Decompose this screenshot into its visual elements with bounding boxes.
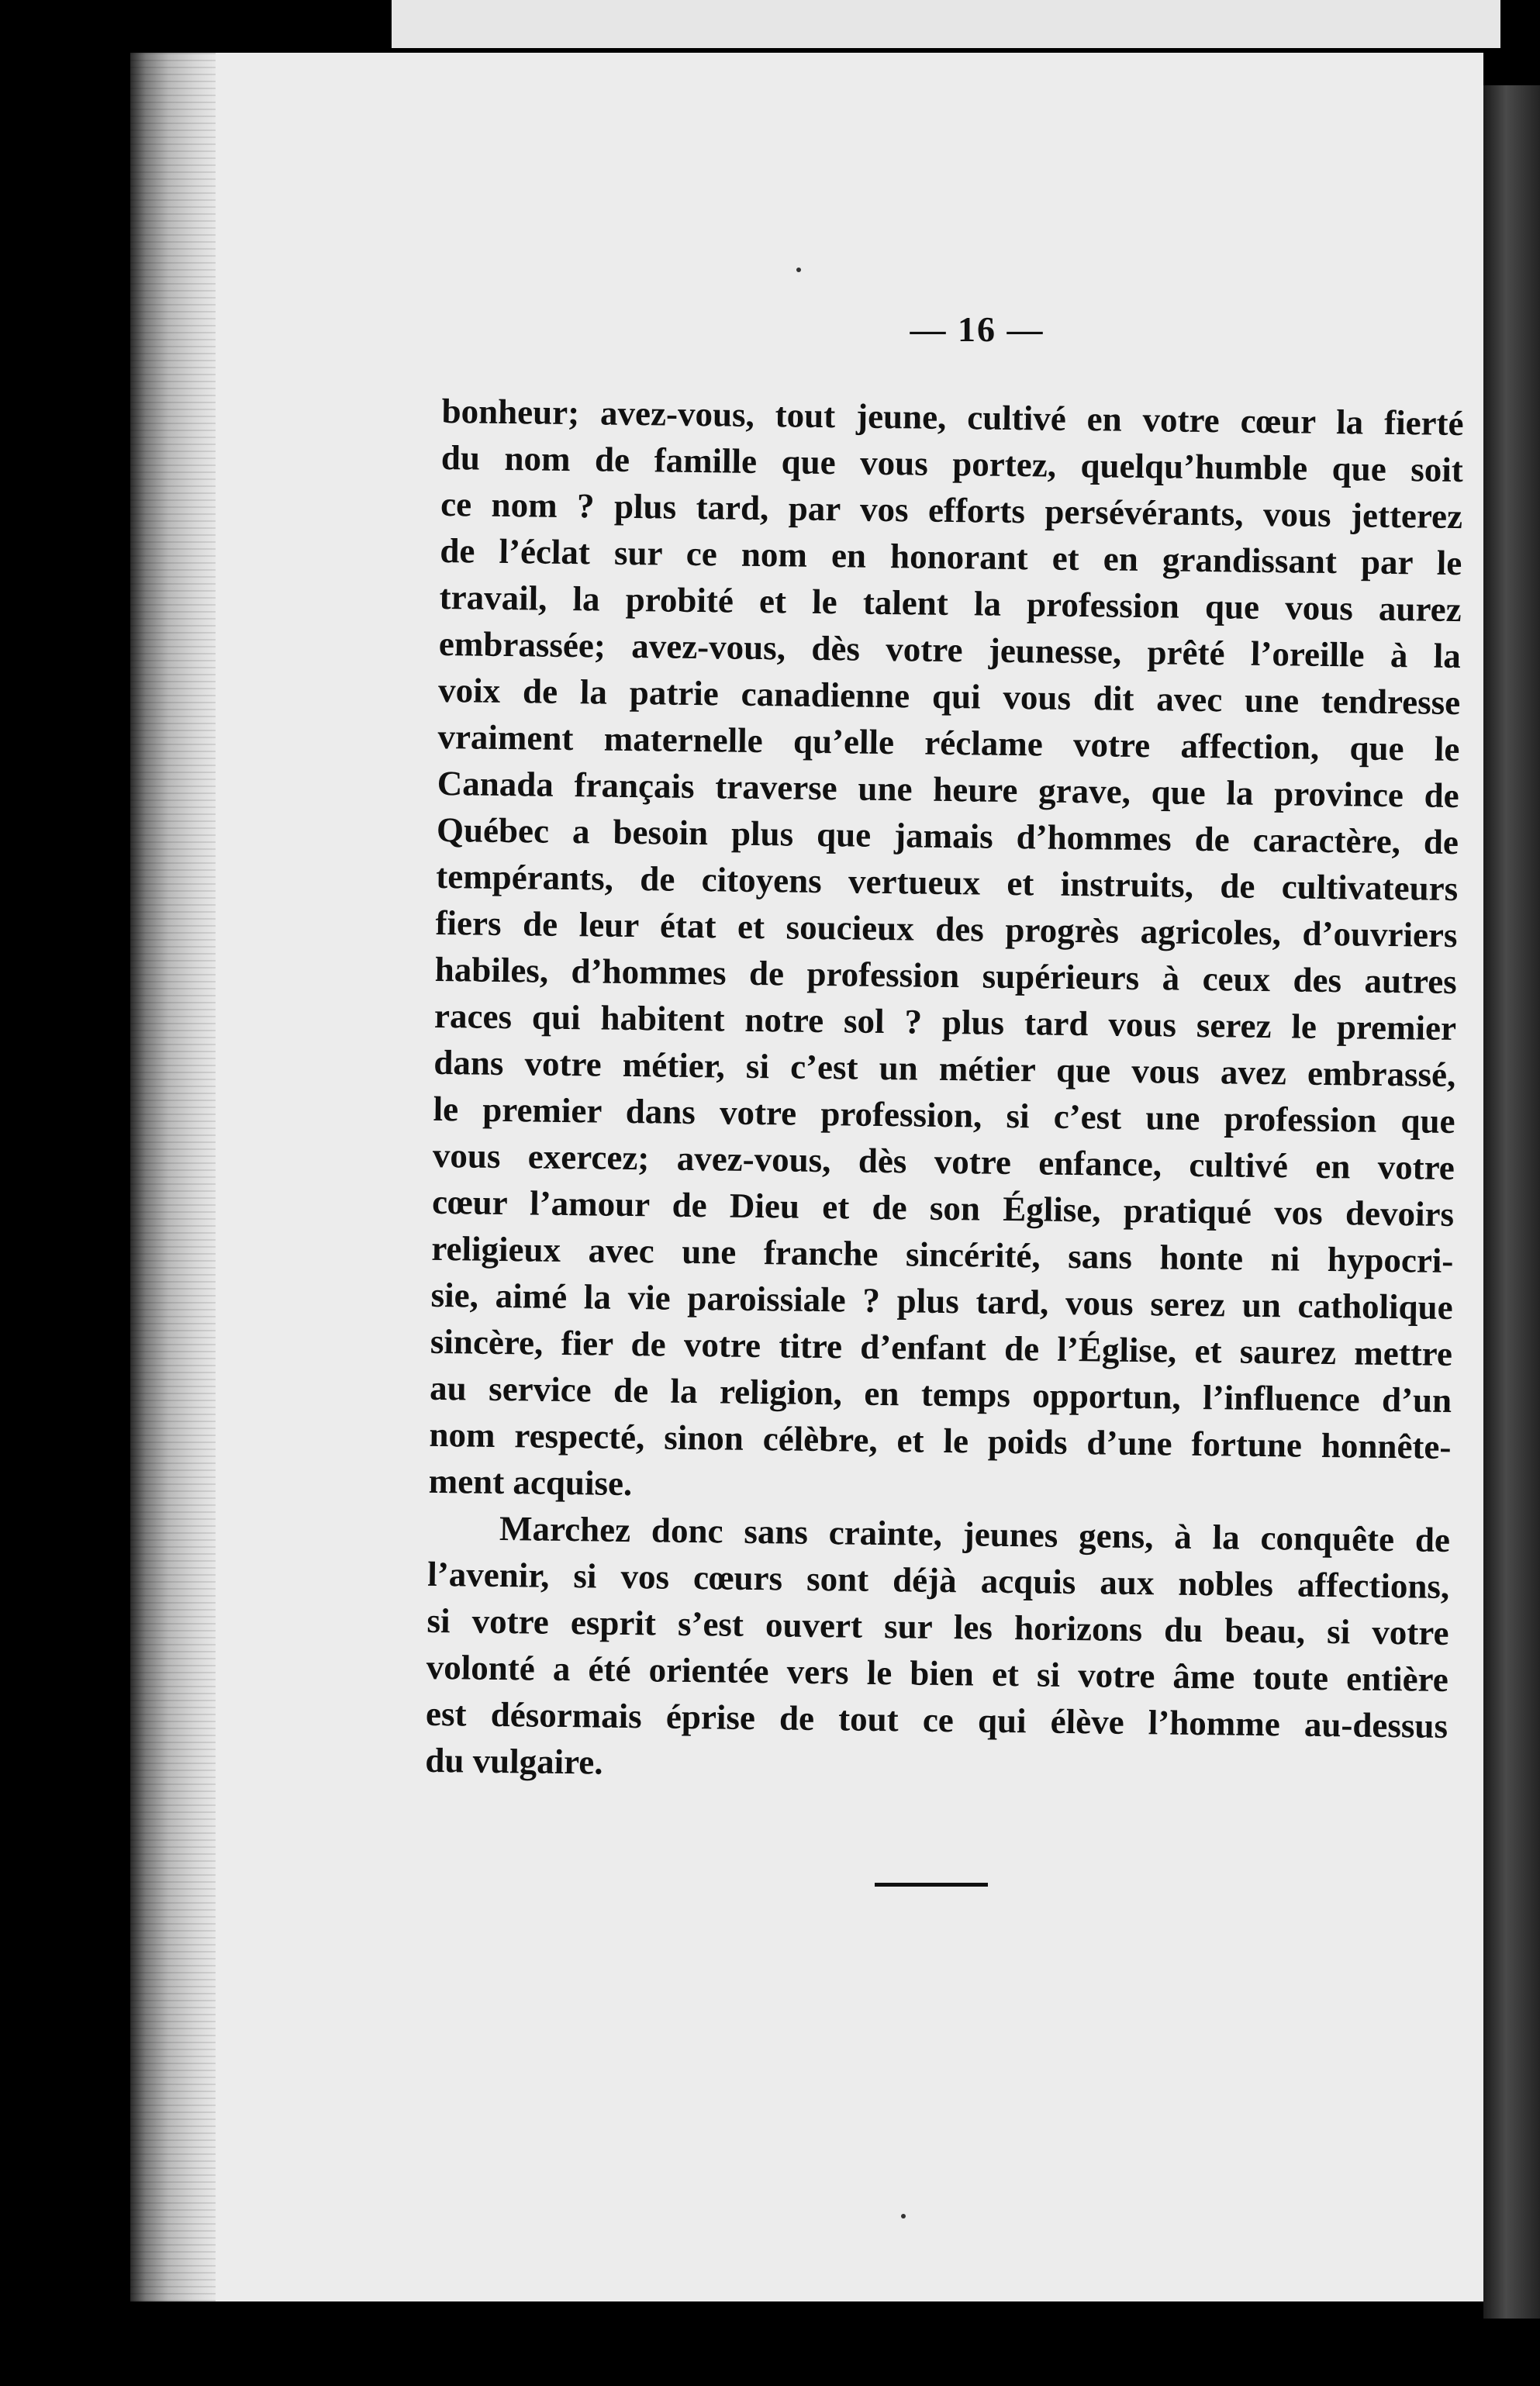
- text-line: Marchez donc sans crainte, jeunes gens, à la conquête de: [499, 1509, 1451, 1559]
- text-line: volonté a été orientée vers le bien et si votre âme toute entière: [426, 1647, 1449, 1699]
- text-line: du nom de famille que vous portez, quelqu’humble que soit: [440, 437, 1464, 490]
- page-number: — 16 —: [910, 309, 1045, 349]
- body-text: [425, 388, 1464, 1796]
- text-line: vous exercez; avez-vous, dès votre enfance, cultivé en votre: [432, 1135, 1455, 1188]
- text-line: fiers de leur état et soucieux des progrès agricoles, d’ouvriers: [435, 903, 1458, 955]
- backing-sheet: [392, 0, 1500, 48]
- text-line: voix de la patrie canadienne qui vous dit avec une tendresse: [437, 670, 1461, 723]
- adjacent-page-edge: [1483, 85, 1540, 2319]
- text-line: embrassée; avez-vous, dès votre jeunesse, prêté l’oreille à la: [438, 623, 1462, 676]
- text-line: dans votre métier, si c’est un métier que vous avez embrassé,: [433, 1042, 1456, 1095]
- page-gutter: [130, 53, 216, 2301]
- text-line: races qui habitent notre sol ? plus tard vous serez le premier: [433, 996, 1457, 1048]
- text-line: si votre esprit s’est ouvert sur les horizons du beau, si votre: [426, 1600, 1449, 1652]
- text-line: tempérants, de citoyens vertueux et instruits, de cultivateurs: [435, 856, 1459, 909]
- text-line: est désormais éprise de tout ce qui élève l’homme au-dessus: [425, 1694, 1448, 1745]
- text-line: ce nom ? plus tard, par vos efforts persévérants, vous jetterez: [440, 484, 1463, 537]
- text-line: habiles, d’hommes de profession supérieurs à ceux des autres: [434, 949, 1458, 1002]
- text-line: Québec a besoin plus que jamais d’hommes de caractère, de: [436, 810, 1459, 862]
- text-line: du vulgaire.: [425, 1740, 603, 1782]
- paragraph: [428, 388, 1463, 1517]
- text-line: l’avenir, si vos cœurs sont déjà acquis aux nobles affections,: [427, 1554, 1450, 1606]
- text-line: ment acquise.: [428, 1461, 633, 1504]
- text-line: sie, aimé la vie paroissiale ? plus tard, vous serez un catholique: [430, 1275, 1453, 1328]
- scan-speck: [796, 268, 801, 272]
- text-line: au service de la religion, en temps opportun, l’influence d’un: [429, 1368, 1452, 1421]
- scan-speck: [901, 2214, 906, 2219]
- text-line: de l’éclat sur ce nom en honorant et en grandissant par le: [440, 530, 1462, 583]
- text-line: le premier dans votre profession, si c’est une profession que: [433, 1089, 1455, 1141]
- text-line: Canada français traverse une heure grave, que la province de: [437, 763, 1459, 816]
- text-line: sincère, fier de votre titre d’enfant de l’Église, et saurez mettre: [430, 1321, 1453, 1374]
- paragraph: [425, 1504, 1450, 1796]
- text-line: religieux avec une franche sincérité, sans honte ni hypocri-: [431, 1228, 1454, 1281]
- text-line: travail, la probité et le talent la profession que vous aurez: [439, 577, 1462, 630]
- text-line: bonheur; avez-vous, tout jeune, cultivé en votre cœur la fierté: [441, 391, 1464, 444]
- text-line: nom respecté, sinon célèbre, et le poids d’une fortune honnête-: [429, 1414, 1452, 1466]
- end-rule: [875, 1883, 988, 1887]
- text-line: vraiment maternelle qu’elle réclame votre affection, que le: [437, 716, 1460, 769]
- text-line: cœur l’amour de Dieu et de son Église, pratiqué vos devoirs: [431, 1182, 1455, 1234]
